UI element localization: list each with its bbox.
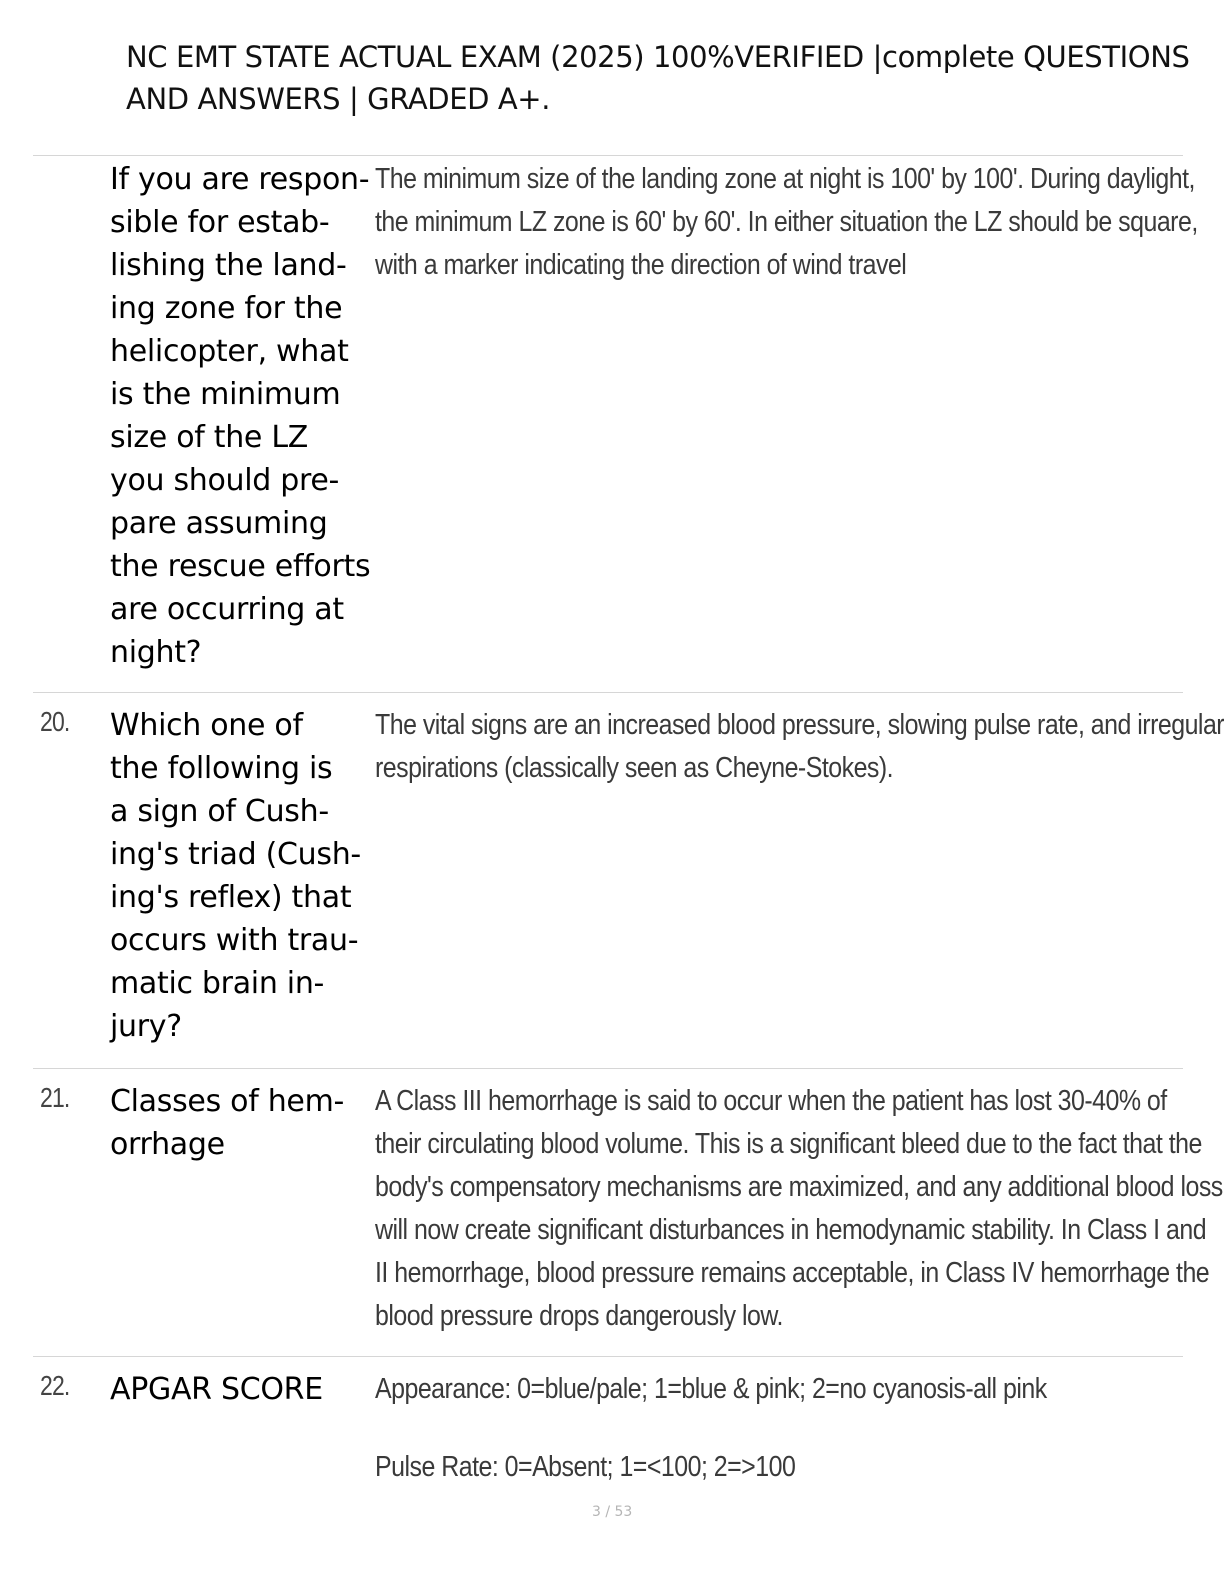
answer-spacer	[375, 1411, 1063, 1446]
question-line: If you are respon-	[110, 162, 370, 197]
answer-line: will now create significant disturbances in hemodynamic stability. In Class I and	[375, 1214, 1207, 1246]
question-text	[110, 158, 375, 674]
divider	[33, 1068, 1183, 1069]
answer-line: A Class III hemorrhage is said to occur when the patient has lost 30-40% of	[375, 1085, 1167, 1117]
question-line: lishing the land-	[110, 248, 347, 283]
question-line: the following is	[110, 751, 333, 786]
question-line: night?	[110, 635, 202, 670]
answer-text	[375, 704, 1224, 790]
question-line: ing's triad (Cush-	[110, 837, 361, 872]
question-line: jury?	[110, 1009, 182, 1044]
question-line: orrhage	[110, 1127, 225, 1162]
question-line: is the minimum	[110, 377, 341, 412]
item-number: 20.	[40, 706, 70, 737]
question-line: the rescue efforts	[110, 549, 371, 584]
question-line: size of the LZ	[110, 420, 308, 455]
question-line: are occurring at	[110, 592, 344, 627]
title-line-1: NC EMT STATE ACTUAL EXAM (2025) 100%VERIFIED |complete QUESTIONS	[126, 40, 1190, 74]
answer-line: The minimum size of the landing zone at night is 100' by 100'. During daylight,	[375, 163, 1195, 195]
answer-line: body's compensatory mechanisms are maximized, and any additional blood loss	[375, 1171, 1223, 1203]
question-line: you should pre-	[110, 463, 340, 498]
answer-line: the minimum LZ zone is 60' by 60'. In either situation the LZ should be square,	[375, 206, 1198, 238]
answer-text	[375, 1368, 1175, 1489]
divider	[33, 692, 1183, 693]
question-line: pare assuming	[110, 506, 328, 541]
divider	[33, 1356, 1183, 1357]
item-number: 22.	[40, 1370, 70, 1401]
item-number: 21.	[40, 1082, 70, 1113]
answer-line: The vital signs are an increased blood pressure, slowing pulse rate, and irregular	[375, 709, 1224, 741]
answer-line: their circulating blood volume. This is a significant bleed due to the fact that the	[375, 1128, 1202, 1160]
question-text	[110, 1368, 375, 1411]
question-line: APGAR SCORE	[110, 1372, 323, 1407]
question-line: occurs with trau-	[110, 923, 359, 958]
answer-line: respirations (classically seen as Cheyne-Stokes).	[375, 752, 894, 784]
answer-line: Pulse Rate: 0=Absent; 1=<100; 2=>100	[375, 1451, 796, 1483]
page-number: 3 / 53	[592, 1504, 633, 1520]
question-line: Which one of	[110, 708, 303, 743]
answer-text	[375, 158, 1198, 287]
question-line: helicopter, what	[110, 334, 349, 369]
answer-line: blood pressure drops dangerously low.	[375, 1300, 783, 1332]
question-text	[110, 704, 375, 1048]
question-line: ing zone for the	[110, 291, 343, 326]
question-line: sible for estab-	[110, 205, 330, 240]
document-title	[126, 36, 1224, 120]
question-line: ing's reflex) that	[110, 880, 352, 915]
question-line: a sign of Cush-	[110, 794, 329, 829]
question-line: Classes of hem-	[110, 1084, 345, 1119]
answer-text	[375, 1080, 1223, 1338]
answer-line: II hemorrhage, blood pressure remains acceptable, in Class IV hemorrhage the	[375, 1257, 1210, 1289]
answer-line: with a marker indicating the direction of wind travel	[375, 249, 907, 281]
title-line-2: AND ANSWERS | GRADED A+.	[126, 82, 551, 116]
answer-line: Appearance: 0=blue/pale; 1=blue & pink; 2=no cyanosis-all pink	[375, 1373, 1047, 1405]
question-text	[110, 1080, 375, 1166]
question-line: matic brain in-	[110, 966, 325, 1001]
divider	[33, 155, 1183, 156]
